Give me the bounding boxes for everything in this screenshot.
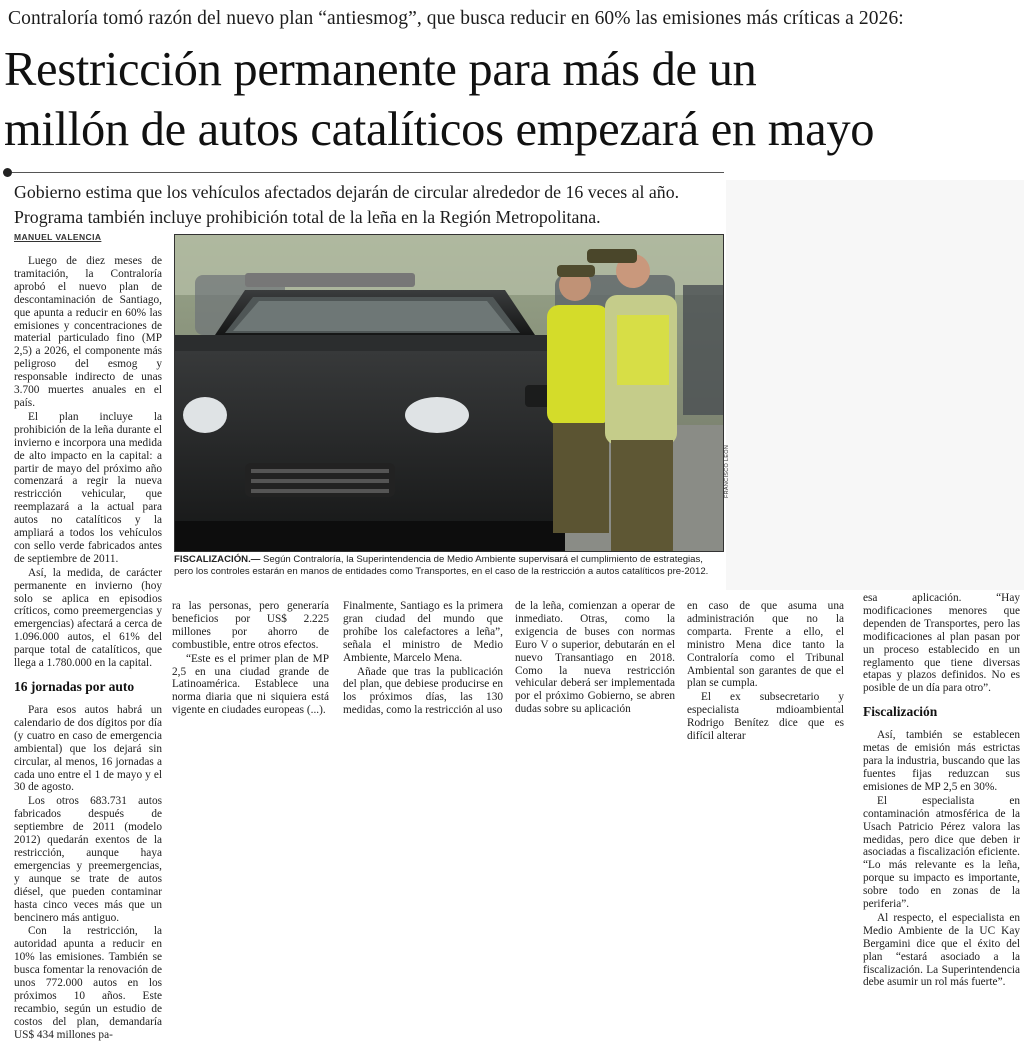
column-6 xyxy=(863,592,1020,989)
subhead-16-jornadas: 16 jornadas por auto xyxy=(14,679,135,694)
kicker: Contraloría tomó razón del nuevo plan “antiesmog”, que busca reducir en 60% las emisiones más críticas a 2026: xyxy=(8,8,904,29)
column-4 xyxy=(515,600,675,716)
caption-label: FISCALIZACIÓN.— xyxy=(174,554,261,565)
col6-paragraph-3: El especialista en contaminación atmosférica de la Usach Patricio Pérez valora las medidas, pero dice que deben ir asociadas a fiscalización eficiente. “Lo más relevante es la leña, porque su impacto es importante, sobre todo en zonas de la periferia”. xyxy=(863,794,1020,911)
col1-paragraph-4: Para esos autos habrá un calendario de dos dígitos por día (y cuatro en caso de emergencia ambiental) que los dejará sin circular, al menos, 16 jornadas a cada uno entre el 1 de mayo y el 30 de agosto. xyxy=(14,704,162,794)
col6-paragraph-2: Así, también se establecen metas de emisión más estrictas para la industria, buscando que las fuentes fijas reduzcan sus emisiones de MP 2,5 en 30%. xyxy=(863,729,1020,793)
news-photo xyxy=(174,234,724,552)
caption-text: Según Contraloría, la Superintendencia de Medio Ambiente supervisará el cumplimiento de estrategias, pero los controles estarán en manos de entidades como Transportes, en el caso de la restricción a autos catalíticos pre-2012. xyxy=(174,554,709,577)
col1-paragraph-5: Los otros 683.731 autos fabricados después de septiembre de 2011 (modelo 2012) quedarán exentos de la restricción, aunque haya emergencias y preemergencias, y aunque se trate de autos diésel, que pueden contaminar hasta cinco veces más que un bencinero más antiguo. xyxy=(14,795,162,924)
headline xyxy=(4,40,1020,160)
col1-paragraph-6: Con la restricción, la autoridad apunta a reducir en 10% las emisiones. También se busca fomentar la renovación de unos 772.000 autos en los próximos 10 años. Este recambio, según un estudio de costos del plan, demandaría US$ 434 millones pa- xyxy=(14,925,162,1041)
col2-paragraph-1: ra las personas, pero generaría beneficios por US$ 2.225 millones por ahorro de combustible, entre otros efectos. xyxy=(172,600,329,651)
headline-line-1: Restricción permanente para más de un xyxy=(4,43,757,96)
column-3 xyxy=(343,600,503,717)
col1-paragraph-3: Así, la medida, de carácter permanente en invierno (hoy solo se aplica en episodios críticos, como preemergencias y emergencias) afectará a cerca de 1.096.000 autos, el 61% del parque total de catalíticos, que llega a 1.780.000 en la capital. xyxy=(14,566,162,670)
photo-illustration xyxy=(175,235,723,551)
col4-paragraph-1: de la leña, comienzan a operar de inmediato. Otras, como la exigencia de buses con normas Euro V o superior, debutarán en el nuevo Transantiago en 2018. Como la nueva restricción vehicular deberá ser implementada por el próximo Gobierno, se abren dudas sobre su aplicación xyxy=(515,600,675,716)
byline: MANUEL VALENCIA xyxy=(14,232,102,242)
col5-paragraph-2: El ex subsecretario y especialista mdioambiental Rodrigo Benítez dice que es difícil alterar xyxy=(687,691,844,743)
col1-paragraph-1: Luego de diez meses de tramitación, la Contraloría aprobó el nuevo plan de descontaminación de Santiago, que apunta a reducir en 60% las emisiones y concentraciones de material particulado fino (MP 2,5) a 2026, el componente más peligroso del esmog y responsable indirecto de unas 3.700 muertes anuales en el país. xyxy=(14,255,162,409)
headline-rule xyxy=(12,172,724,173)
subhead-fiscalizacion: Fiscalización xyxy=(863,704,938,720)
col2-paragraph-2: “Este es el primer plan de MP 2,5 en una ciudad grande de Latinoamérica. Establece una norma diaria que ni siquiera está vigente en ciudades europeas (...). xyxy=(172,652,329,717)
col5-paragraph-1: en caso de que asuma una administración que no la comparta. Frente a ello, el ministro Mena dice tanto la Contraloría como el Tribunal Ambiental son garantes de que el plan se cumpla. xyxy=(687,600,844,690)
column-1 xyxy=(14,255,162,1042)
column-5 xyxy=(687,600,844,743)
rule-bullet xyxy=(3,168,12,177)
deck: Gobierno estima que los vehículos afectados dejarán de circular alrededor de 16 veces al año. Programa también incluye prohibición total de la leña en la Región Metropolitana. xyxy=(14,182,680,227)
headline-line-2: millón de autos catalíticos empezará en mayo xyxy=(4,103,875,156)
column-2 xyxy=(172,600,329,717)
photo-caption xyxy=(174,554,724,578)
photo-credit: FRANCISCO LEÓN xyxy=(724,444,730,498)
col1-paragraph-2: El plan incluye la prohibición de la leña durante el invierno e incorpora una medida de alto impacto en la capital: a partir de mayo del próximo año comenzará a regir la nueva restricción vehicular, que reemplazará a la actual para autos no catalíticos y la ampliará a todos los vehículos con sello verde fabricados antes de septiembre de 2011. xyxy=(14,410,162,565)
col6-paragraph-1: esa aplicación. “Hay modificaciones menores que dependen de Transportes, pero las modificaciones al plan pasan por un proceso establecido en un reglamento que tiene diversas etapas y plazos definidos. No es posible de un día para otro”. xyxy=(863,592,1020,695)
col6-paragraph-4: Al respecto, el especialista en Medio Ambiente de la UC Kay Bergamini dice que el éxito del plan “estará asociado a la fiscalización. La Superintendencia debe asumir un rol más fuerte”. xyxy=(863,911,1020,989)
col3-paragraph-2: Añade que tras la publicación del plan, que debiese producirse en los próximos días, las 130 medidas, como la restricción al uso xyxy=(343,665,503,717)
col3-paragraph-1: Finalmente, Santiago es la primera gran ciudad del mundo que prohíbe los calefactores a leña”, señala el ministro de Medio Ambiente, Marcelo Mena. xyxy=(343,600,503,664)
background-panel xyxy=(726,180,1024,590)
